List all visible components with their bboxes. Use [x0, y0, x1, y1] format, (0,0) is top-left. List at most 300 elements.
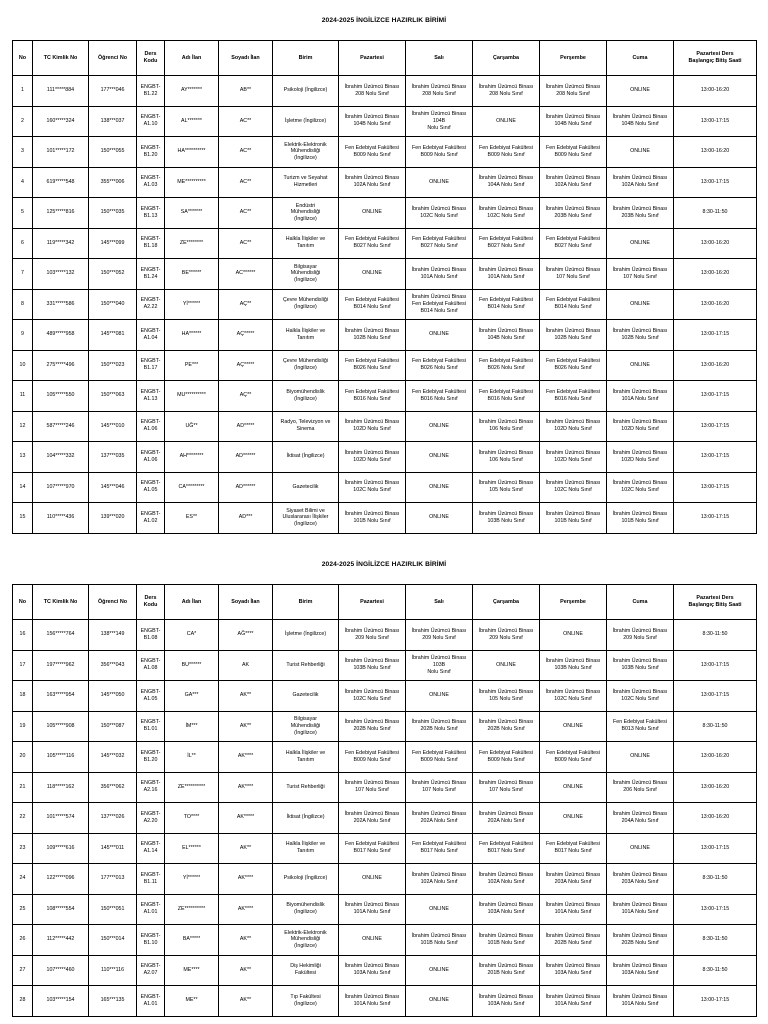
cell-ogrenci-no: 177***013 [89, 864, 137, 895]
cell-saat: 13:00-17:15 [674, 681, 757, 712]
cell-adi: MU********** [165, 381, 219, 412]
cell-soyadi: AĞ**** [219, 620, 273, 651]
cell-ogrenci-no: 356***062 [89, 772, 137, 803]
cell-sali: İbrahim Üzümcü Binası 104B Nolu Sınıf [406, 106, 473, 137]
cell-saat: 13:00-17:15 [674, 650, 757, 681]
cell-saat: 13:00-17:15 [674, 167, 757, 198]
cell-soyadi: AK**** [219, 772, 273, 803]
table-row [13, 198, 757, 229]
cell-no: 1 [13, 76, 33, 107]
cell-saat: 13:00-17:15 [674, 894, 757, 925]
cell-cuma: İbrahim Üzümcü Binası 101A Nolu Sınıf [607, 381, 674, 412]
table-row [13, 106, 757, 137]
cell-tc-kimlik-no: 105*****116 [33, 742, 89, 773]
cell-adi: ZE********** [165, 772, 219, 803]
cell-adi: PE*** [165, 350, 219, 381]
cell-soyadi: AC****** [219, 259, 273, 290]
cell-ders-kodu: ENGBT- A2.20 [137, 803, 165, 834]
cell-carsamba: İbrahim Üzümcü Binası 103A Nolu Sınıf [473, 986, 540, 1017]
cell-carsamba: İbrahim Üzümcü Binası 101B Nolu Sınıf [473, 925, 540, 956]
cell-sali: İbrahim Üzümcü Binası 101B Nolu Sınıf [406, 925, 473, 956]
cell-pazartesi: Fen Edebiyat Fakültesi B009 Nolu Sınıf [339, 137, 406, 168]
column-header-no: No [13, 585, 33, 620]
cell-no: 13 [13, 442, 33, 473]
cell-ogrenci-no: 150***040 [89, 289, 137, 320]
cell-no: 22 [13, 803, 33, 834]
cell-no: 28 [13, 986, 33, 1017]
cell-ders-kodu: ENGBT- A2.22 [137, 289, 165, 320]
cell-pazartesi: İbrahim Üzümcü Binası 101A Nolu Sınıf [339, 894, 406, 925]
cell-sali: Fen Edebiyat Fakültesi B026 Nolu Sınıf [406, 350, 473, 381]
cell-carsamba: İbrahim Üzümcü Binası 202B Nolu Sınıf [473, 711, 540, 742]
cell-birim: İktisat (İngilizce) [273, 803, 339, 834]
cell-carsamba: Fen Edebiyat Fakültesi B016 Nolu Sınıf [473, 381, 540, 412]
cell-adi: HA********** [165, 137, 219, 168]
cell-pazartesi: İbrahim Üzümcü Binası 202A Nolu Sınıf [339, 803, 406, 834]
cell-carsamba: ONLINE [473, 650, 540, 681]
cell-tc-kimlik-no: 110*****436 [33, 503, 89, 534]
cell-adi: Yİ****** [165, 864, 219, 895]
cell-ogrenci-no: 145***050 [89, 681, 137, 712]
cell-sali: ONLINE [406, 320, 473, 351]
table-row [13, 955, 757, 986]
cell-saat: 13:00-16:20 [674, 76, 757, 107]
table-row [13, 742, 757, 773]
cell-adi: Yİ****** [165, 289, 219, 320]
schedule-table [12, 584, 757, 1017]
cell-birim: Psikoloji (İngilizce) [273, 864, 339, 895]
cell-ogrenci-no: 145***032 [89, 742, 137, 773]
cell-cuma: ONLINE [607, 76, 674, 107]
column-header-ogrenci-no: Öğrenci No [89, 585, 137, 620]
cell-no: 27 [13, 955, 33, 986]
cell-persembe: İbrahim Üzümcü Binası 101A Nolu Sınıf [540, 894, 607, 925]
column-header-cuma: Cuma [607, 41, 674, 76]
cell-tc-kimlik-no: 489*****958 [33, 320, 89, 351]
cell-pazartesi: İbrahim Üzümcü Binası 103B Nolu Sınıf [339, 650, 406, 681]
cell-cuma: İbrahim Üzümcü Binası 103A Nolu Sınıf [607, 955, 674, 986]
column-header-tc-kimlik-no: TC Kimlik No [33, 585, 89, 620]
cell-adi: ME********** [165, 167, 219, 198]
cell-ders-kodu: ENGBT- B1.08 [137, 620, 165, 651]
cell-cuma: ONLINE [607, 742, 674, 773]
table-body [13, 620, 757, 1017]
cell-pazartesi: İbrahim Üzümcü Binası 208 Nolu Sınıf [339, 76, 406, 107]
cell-birim: Diş Hekimliği Fakültesi [273, 955, 339, 986]
cell-adi: AY******* [165, 76, 219, 107]
cell-ders-kodu: ENGBT- B1.11 [137, 864, 165, 895]
cell-pazartesi: İbrahim Üzümcü Binası 103A Nolu Sınıf [339, 955, 406, 986]
cell-pazartesi: İbrahim Üzümcü Binası 102A Nolu Sınıf [339, 167, 406, 198]
cell-ogrenci-no: 145***081 [89, 320, 137, 351]
cell-cuma: İbrahim Üzümcü Binası 203A Nolu Sınıf [607, 864, 674, 895]
cell-persembe: İbrahim Üzümcü Binası 102D Nolu Sınıf [540, 442, 607, 473]
cell-soyadi: AÇ** [219, 289, 273, 320]
table-body [13, 76, 757, 534]
cell-ogrenci-no: 145***010 [89, 411, 137, 442]
cell-pazartesi: ONLINE [339, 864, 406, 895]
cell-carsamba: İbrahim Üzümcü Binası 106 Nolu Sınıf [473, 411, 540, 442]
cell-birim: Biyomühendislik (İngilizce) [273, 894, 339, 925]
cell-persembe: İbrahim Üzümcü Binası 107 Nolu Sınıf [540, 259, 607, 290]
cell-no: 7 [13, 259, 33, 290]
cell-tc-kimlik-no: 112*****442 [33, 925, 89, 956]
cell-no: 2 [13, 106, 33, 137]
cell-tc-kimlik-no: 101*****172 [33, 137, 89, 168]
column-header-soyadi: Soyadı İlan [219, 585, 273, 620]
cell-persembe: Fen Edebiyat Fakültesi B016 Nolu Sınıf [540, 381, 607, 412]
cell-birim: Halkla İlişkiler ve Tanıtım [273, 833, 339, 864]
cell-sali: ONLINE [406, 986, 473, 1017]
cell-persembe: İbrahim Üzümcü Binası 102C Nolu Sınıf [540, 472, 607, 503]
cell-cuma: ONLINE [607, 833, 674, 864]
cell-sali: İbrahim Üzümcü Binası 202A Nolu Sınıf [406, 803, 473, 834]
cell-persembe: İbrahim Üzümcü Binası 203B Nolu Sınıf [540, 198, 607, 229]
cell-saat: 13:00-16:20 [674, 350, 757, 381]
cell-persembe: İbrahim Üzümcü Binası 101B Nolu Sınıf [540, 503, 607, 534]
cell-carsamba: İbrahim Üzümcü Binası 209 Nolu Sınıf [473, 620, 540, 651]
cell-tc-kimlik-no: 103*****154 [33, 986, 89, 1017]
cell-cuma: İbrahim Üzümcü Binası 102D Nolu Sınıf [607, 411, 674, 442]
cell-pazartesi: İbrahim Üzümcü Binası 102C Nolu Sınıf [339, 681, 406, 712]
cell-no: 25 [13, 894, 33, 925]
cell-birim: Çevre Mühendisliği (İngilizce) [273, 289, 339, 320]
cell-tc-kimlik-no: 163*****954 [33, 681, 89, 712]
cell-ogrenci-no: 150***052 [89, 259, 137, 290]
cell-saat: 13:00-17:15 [674, 503, 757, 534]
table-row [13, 803, 757, 834]
cell-carsamba: İbrahim Üzümcü Binası 102C Nolu Sınıf [473, 198, 540, 229]
cell-sali: ONLINE [406, 894, 473, 925]
cell-pazartesi: ONLINE [339, 198, 406, 229]
cell-ogrenci-no: 137***026 [89, 803, 137, 834]
cell-persembe: İbrahim Üzümcü Binası 103B Nolu Sınıf [540, 650, 607, 681]
cell-sali: Fen Edebiyat Fakültesi B017 Nolu Sınıf [406, 833, 473, 864]
cell-ders-kodu: ENGBT- B1.17 [137, 350, 165, 381]
cell-sali: ONLINE [406, 503, 473, 534]
cell-tc-kimlik-no: 156*****764 [33, 620, 89, 651]
cell-persembe: İbrahim Üzümcü Binası 202B Nolu Sınıf [540, 925, 607, 956]
cell-saat: 13:00-16:20 [674, 289, 757, 320]
cell-saat: 13:00-17:15 [674, 381, 757, 412]
cell-ders-kodu: ENGBT- A1.05 [137, 472, 165, 503]
cell-ogrenci-no: 165***135 [89, 986, 137, 1017]
cell-saat: 13:00-16:20 [674, 228, 757, 259]
cell-persembe: İbrahim Üzümcü Binası 102D Nolu Sınıf [540, 411, 607, 442]
column-header-pazartesi: Pazartesi [339, 41, 406, 76]
cell-soyadi: AK** [219, 955, 273, 986]
cell-persembe: ONLINE [540, 711, 607, 742]
cell-persembe: İbrahim Üzümcü Binası 203A Nolu Sınıf [540, 864, 607, 895]
column-header-sali: Salı [406, 41, 473, 76]
table-row [13, 350, 757, 381]
cell-tc-kimlik-no: 275*****496 [33, 350, 89, 381]
cell-carsamba: İbrahim Üzümcü Binası 104B Nolu Sınıf [473, 320, 540, 351]
cell-carsamba: İbrahim Üzümcü Binası 106 Nolu Sınıf [473, 442, 540, 473]
schedule-table [12, 40, 757, 534]
cell-no: 19 [13, 711, 33, 742]
cell-soyadi: AÇ***** [219, 320, 273, 351]
cell-ders-kodu: ENGBT- A1.06 [137, 442, 165, 473]
cell-pazartesi: Fen Edebiyat Fakültesi B017 Nolu Sınıf [339, 833, 406, 864]
cell-saat: 13:00-16:20 [674, 772, 757, 803]
cell-ders-kodu: ENGBT- A1.03 [137, 167, 165, 198]
cell-sali: ONLINE [406, 681, 473, 712]
cell-adi: CA* [165, 620, 219, 651]
cell-pazartesi: İbrahim Üzümcü Binası 104B Nolu Sınıf [339, 106, 406, 137]
cell-birim: Turizm ve Seyahat Hizmetleri [273, 167, 339, 198]
cell-soyadi: AK**** [219, 742, 273, 773]
cell-birim: Psikoloji (İngilizce) [273, 76, 339, 107]
cell-no: 4 [13, 167, 33, 198]
cell-adi: BU****** [165, 650, 219, 681]
cell-adi: AL******* [165, 106, 219, 137]
table-row [13, 259, 757, 290]
table-row [13, 472, 757, 503]
cell-cuma: İbrahim Üzümcü Binası 107 Nolu Sınıf [607, 259, 674, 290]
cell-birim: Bilgisayar Mühendisliği (İngilizce) [273, 259, 339, 290]
cell-sali: ONLINE [406, 167, 473, 198]
cell-tc-kimlik-no: 118*****162 [33, 772, 89, 803]
cell-pazartesi: İbrahim Üzümcü Binası 101B Nolu Sınıf [339, 503, 406, 534]
cell-persembe: Fen Edebiyat Fakültesi B009 Nolu Sınıf [540, 742, 607, 773]
cell-saat: 8:30-11:50 [674, 711, 757, 742]
cell-sali: İbrahim Üzümcü Binası Fen Edebiyat Fakültesi B014 Nolu Sınıf [406, 289, 473, 320]
cell-saat: 13:00-16:20 [674, 742, 757, 773]
cell-ders-kodu: ENGBT- A1.02 [137, 503, 165, 534]
cell-tc-kimlik-no: 105*****550 [33, 381, 89, 412]
cell-persembe: İbrahim Üzümcü Binası 102C Nolu Sınıf [540, 681, 607, 712]
column-header-carsamba: Çarşamba [473, 41, 540, 76]
cell-cuma: İbrahim Üzümcü Binası 103B Nolu Sınıf [607, 650, 674, 681]
column-header-persembe: Perşembe [540, 41, 607, 76]
table-row [13, 620, 757, 651]
cell-cuma: İbrahim Üzümcü Binası 102D Nolu Sınıf [607, 442, 674, 473]
column-header-no: No [13, 41, 33, 76]
cell-birim: Gazetecilik [273, 472, 339, 503]
cell-cuma: ONLINE [607, 137, 674, 168]
cell-soyadi: AC** [219, 106, 273, 137]
column-header-carsamba: Çarşamba [473, 585, 540, 620]
cell-soyadi: AD*** [219, 503, 273, 534]
cell-soyadi: AC** [219, 137, 273, 168]
cell-cuma: İbrahim Üzümcü Binası 101A Nolu Sınıf [607, 894, 674, 925]
cell-cuma: ONLINE [607, 350, 674, 381]
cell-pazartesi: İbrahim Üzümcü Binası 102D Nolu Sınıf [339, 442, 406, 473]
cell-saat: 8:30-11:50 [674, 864, 757, 895]
cell-cuma: İbrahim Üzümcü Binası 204A Nolu Sınıf [607, 803, 674, 834]
cell-adi: ME**** [165, 955, 219, 986]
cell-carsamba: İbrahim Üzümcü Binası 103A Nolu Sınıf [473, 894, 540, 925]
cell-carsamba: İbrahim Üzümcü Binası 101A Nolu Sınıf [473, 259, 540, 290]
cell-no: 17 [13, 650, 33, 681]
column-header-adi: Adı İlan [165, 41, 219, 76]
cell-sali: İbrahim Üzümcü Binası 208 Nolu Sınıf [406, 76, 473, 107]
cell-birim: Halkla İlişkiler ve Tanıtım [273, 742, 339, 773]
cell-carsamba: Fen Edebiyat Fakültesi B014 Nolu Sınıf [473, 289, 540, 320]
cell-sali: İbrahim Üzümcü Binası 107 Nolu Sınıf [406, 772, 473, 803]
cell-soyadi: AC** [219, 167, 273, 198]
cell-no: 20 [13, 742, 33, 773]
cell-persembe: İbrahim Üzümcü Binası 101A Nolu Sınıf [540, 986, 607, 1017]
cell-pazartesi: Fen Edebiyat Fakültesi B026 Nolu Sınıf [339, 350, 406, 381]
cell-cuma: İbrahim Üzümcü Binası 209 Nolu Sınıf [607, 620, 674, 651]
cell-tc-kimlik-no: 101*****574 [33, 803, 89, 834]
cell-ders-kodu: ENGBT- A2.16 [137, 772, 165, 803]
cell-no: 6 [13, 228, 33, 259]
cell-cuma: ONLINE [607, 228, 674, 259]
table-row [13, 76, 757, 107]
table-row [13, 650, 757, 681]
cell-tc-kimlik-no: 122*****096 [33, 864, 89, 895]
cell-tc-kimlik-no: 107*****970 [33, 472, 89, 503]
cell-no: 5 [13, 198, 33, 229]
column-header-cuma: Cuma [607, 585, 674, 620]
cell-sali: Fen Edebiyat Fakültesi B009 Nolu Sınıf [406, 137, 473, 168]
cell-soyadi: AK** [219, 711, 273, 742]
column-header-birim: Birim [273, 585, 339, 620]
schedule-page-1 [12, 14, 756, 534]
cell-soyadi: AK** [219, 925, 273, 956]
cell-sali: İbrahim Üzümcü Binası 202B Nolu Sınıf [406, 711, 473, 742]
cell-cuma: İbrahim Üzümcü Binası 102A Nolu Sınıf [607, 167, 674, 198]
document-title: 2024-2025 İNGİLİZCE HAZIRLIK BİRİMİ [321, 561, 447, 568]
cell-soyadi: AK**** [219, 894, 273, 925]
column-header-pazartesi: Pazartesi [339, 585, 406, 620]
cell-saat: 13:00-16:20 [674, 137, 757, 168]
cell-adi: GA*** [165, 681, 219, 712]
cell-cuma: İbrahim Üzümcü Binası 203B Nolu Sınıf [607, 198, 674, 229]
cell-adi: BE****** [165, 259, 219, 290]
cell-saat: 13:00-17:15 [674, 106, 757, 137]
cell-pazartesi: İbrahim Üzümcü Binası 101A Nolu Sınıf [339, 986, 406, 1017]
cell-sali: ONLINE [406, 411, 473, 442]
cell-ders-kodu: ENGBT- B1.20 [137, 742, 165, 773]
table-row [13, 894, 757, 925]
cell-soyadi: AC** [219, 198, 273, 229]
table-row [13, 320, 757, 351]
column-header-soyadi: Soyadı İlan [219, 41, 273, 76]
cell-saat: 13:00-17:15 [674, 411, 757, 442]
cell-no: 8 [13, 289, 33, 320]
document-title: 2024-2025 İNGİLİZCE HAZIRLIK BİRİMİ [321, 17, 447, 24]
cell-birim: Biyomühendislik (İngilizce) [273, 381, 339, 412]
cell-adi: İM*** [165, 711, 219, 742]
cell-ogrenci-no: 150***087 [89, 711, 137, 742]
cell-cuma: İbrahim Üzümcü Binası 102C Nolu Sınıf [607, 472, 674, 503]
cell-ogrenci-no: 355***006 [89, 167, 137, 198]
cell-ogrenci-no: 138***037 [89, 106, 137, 137]
column-header-saat: Pazartesi Ders Başlangıç Bitiş Saati [674, 41, 757, 76]
cell-persembe: Fen Edebiyat Fakültesi B027 Nolu Sınıf [540, 228, 607, 259]
cell-adi: İL** [165, 742, 219, 773]
cell-carsamba: İbrahim Üzümcü Binası 102A Nolu Sınıf [473, 864, 540, 895]
cell-cuma: İbrahim Üzümcü Binası 102C Nolu Sınıf [607, 681, 674, 712]
cell-persembe: ONLINE [540, 772, 607, 803]
cell-adi: ZE********** [165, 894, 219, 925]
cell-ogrenci-no: 137***035 [89, 442, 137, 473]
cell-carsamba: İbrahim Üzümcü Binası 208 Nolu Sınıf [473, 76, 540, 107]
cell-saat: 8:30-11:50 [674, 620, 757, 651]
cell-soyadi: AK***** [219, 803, 273, 834]
cell-carsamba: İbrahim Üzümcü Binası 105 Nolu Sınıf [473, 472, 540, 503]
cell-pazartesi: Fen Edebiyat Fakültesi B014 Nolu Sınıf [339, 289, 406, 320]
cell-saat: 13:00-17:15 [674, 320, 757, 351]
cell-soyadi: AÇ** [219, 381, 273, 412]
cell-pazartesi: Fen Edebiyat Fakültesi B027 Nolu Sınıf [339, 228, 406, 259]
cell-saat: 8:30-11:50 [674, 955, 757, 986]
cell-ders-kodu: ENGBT- B1.18 [137, 228, 165, 259]
column-header-birim: Birim [273, 41, 339, 76]
cell-birim: Halkla İlişkiler ve Tanıtım [273, 320, 339, 351]
cell-ogrenci-no: 145***011 [89, 833, 137, 864]
cell-tc-kimlik-no: 619*****548 [33, 167, 89, 198]
cell-carsamba: Fen Edebiyat Fakültesi B027 Nolu Sınıf [473, 228, 540, 259]
cell-carsamba: İbrahim Üzümcü Binası 104A Nolu Sınıf [473, 167, 540, 198]
cell-ogrenci-no: 150***014 [89, 925, 137, 956]
cell-pazartesi: İbrahim Üzümcü Binası 102D Nolu Sınıf [339, 411, 406, 442]
cell-soyadi: AK [219, 650, 273, 681]
cell-soyadi: AK**** [219, 864, 273, 895]
cell-ogrenci-no: 177***046 [89, 76, 137, 107]
cell-birim: Bilgisayar Mühendisliği (İngilizce) [273, 711, 339, 742]
cell-tc-kimlik-no: 331*****586 [33, 289, 89, 320]
column-header-saat: Pazartesi Ders Başlangıç Bitiş Saati [674, 585, 757, 620]
cell-birim: İşletme (İngilizce) [273, 620, 339, 651]
cell-adi: TO**** [165, 803, 219, 834]
cell-saat: 13:00-16:20 [674, 803, 757, 834]
column-header-ogrenci-no: Öğrenci No [89, 41, 137, 76]
cell-pazartesi: İbrahim Üzümcü Binası 102B Nolu Sınıf [339, 320, 406, 351]
cell-carsamba: Fen Edebiyat Fakültesi B017 Nolu Sınıf [473, 833, 540, 864]
table-row [13, 228, 757, 259]
cell-persembe: İbrahim Üzümcü Binası 102B Nolu Sınıf [540, 320, 607, 351]
cell-cuma: İbrahim Üzümcü Binası 202B Nolu Sınıf [607, 925, 674, 956]
table-row [13, 137, 757, 168]
cell-birim: Halkla İlişkiler ve Tanıtım [273, 228, 339, 259]
cell-saat: 13:00-17:15 [674, 472, 757, 503]
cell-ders-kodu: ENGBT- A1.06 [137, 411, 165, 442]
cell-adi: HA****** [165, 320, 219, 351]
cell-tc-kimlik-no: 160*****324 [33, 106, 89, 137]
cell-tc-kimlik-no: 119*****342 [33, 228, 89, 259]
cell-sali: İbrahim Üzümcü Binası 102C Nolu Sınıf [406, 198, 473, 229]
cell-ders-kodu: ENGBT- A1.01 [137, 986, 165, 1017]
table-row [13, 681, 757, 712]
table-row [13, 442, 757, 473]
cell-no: 16 [13, 620, 33, 651]
cell-carsamba: İbrahim Üzümcü Binası 201B Nolu Sınıf [473, 955, 540, 986]
column-header-tc-kimlik-no: TC Kimlik No [33, 41, 89, 76]
cell-soyadi: AD***** [219, 411, 273, 442]
cell-tc-kimlik-no: 125*****816 [33, 198, 89, 229]
cell-birim: Endüstri Mühendisliği (İngilizce) [273, 198, 339, 229]
cell-tc-kimlik-no: 105*****908 [33, 711, 89, 742]
cell-cuma: İbrahim Üzümcü Binası 102B Nolu Sınıf [607, 320, 674, 351]
table-row [13, 503, 757, 534]
cell-soyadi: AK** [219, 681, 273, 712]
cell-persembe: Fen Edebiyat Fakültesi B014 Nolu Sınıf [540, 289, 607, 320]
cell-no: 14 [13, 472, 33, 503]
cell-ders-kodu: ENGBT- B1.13 [137, 198, 165, 229]
cell-carsamba: İbrahim Üzümcü Binası 202A Nolu Sınıf [473, 803, 540, 834]
table-row [13, 381, 757, 412]
cell-saat: 13:00-17:15 [674, 986, 757, 1017]
cell-persembe: Fen Edebiyat Fakültesi B009 Nolu Sınıf [540, 137, 607, 168]
cell-saat: 8:30-11:50 [674, 198, 757, 229]
cell-no: 23 [13, 833, 33, 864]
cell-cuma: İbrahim Üzümcü Binası 101A Nolu Sınıf [607, 986, 674, 1017]
